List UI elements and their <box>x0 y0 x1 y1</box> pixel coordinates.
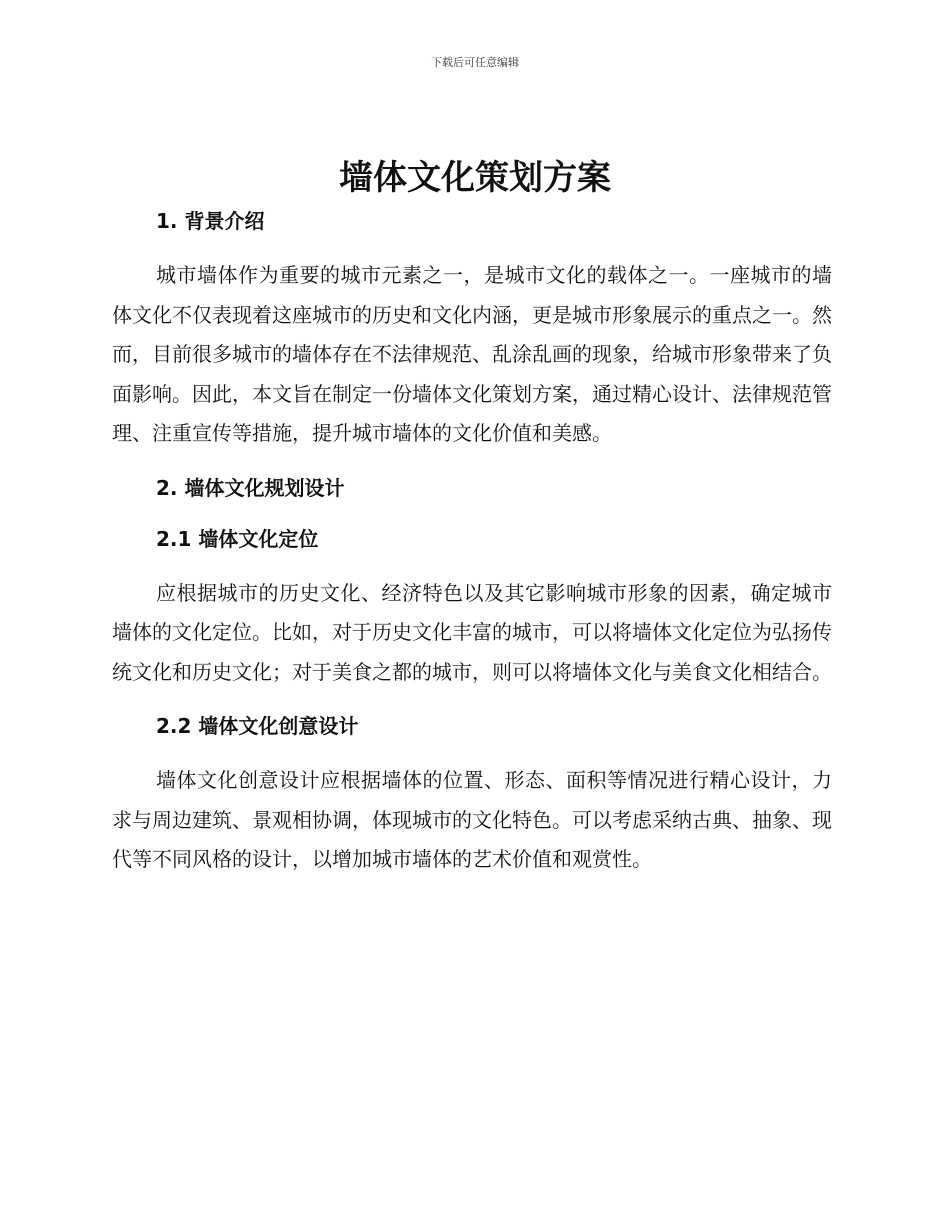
document-body <box>112 203 832 880</box>
paragraph-positioning: 应根据城市的历史文化、经济特色以及其它影响城市形象的因素，确定城市墙体的文化定位。比如，对于历史文化丰富的城市，可以将墙体文化定位为弘扬传统文化和历史文化；对于美食之都的城市，则可以将墙体文化与美食文化相结合。 <box>112 580 832 684</box>
subsection-heading-creative-design: 2.2 墙体文化创意设计 <box>156 714 359 738</box>
section-heading-background: 1. 背景介绍 <box>156 209 265 233</box>
page-header-note: 下载后可任意编辑 <box>431 56 519 69</box>
paragraph-creative-design: 墙体文化创意设计应根据墙体的位置、形态、面积等情况进行精心设计，力求与周边建筑、景观相协调，体现城市的文化特色。可以考虑采纳古典、抽象、现代等不同风格的设计，以增加城市墙体的艺术价值和观赏性。 <box>112 768 832 871</box>
paragraph-background: 城市墙体作为重要的城市元素之一，是城市文化的载体之一。一座城市的墙体文化不仅表现着这座城市的历史和文化内涵，更是城市形象展示的重点之一。然而，目前很多城市的墙体存在不法律规范、乱涂乱画的现象，给城市形象带来了负面影响。因此，本文旨在制定一份墙体文化策划方案，通过精心设计、法律规范管理、注重宣传等措施，提升城市墙体的文化价值和美感。 <box>112 263 832 445</box>
subsection-heading-positioning: 2.1 墙体文化定位 <box>156 526 319 551</box>
document-title: 墙体文化策划方案 <box>339 158 611 198</box>
section-heading-wall-culture-planning: 2. 墙体文化规划设计 <box>156 475 345 500</box>
